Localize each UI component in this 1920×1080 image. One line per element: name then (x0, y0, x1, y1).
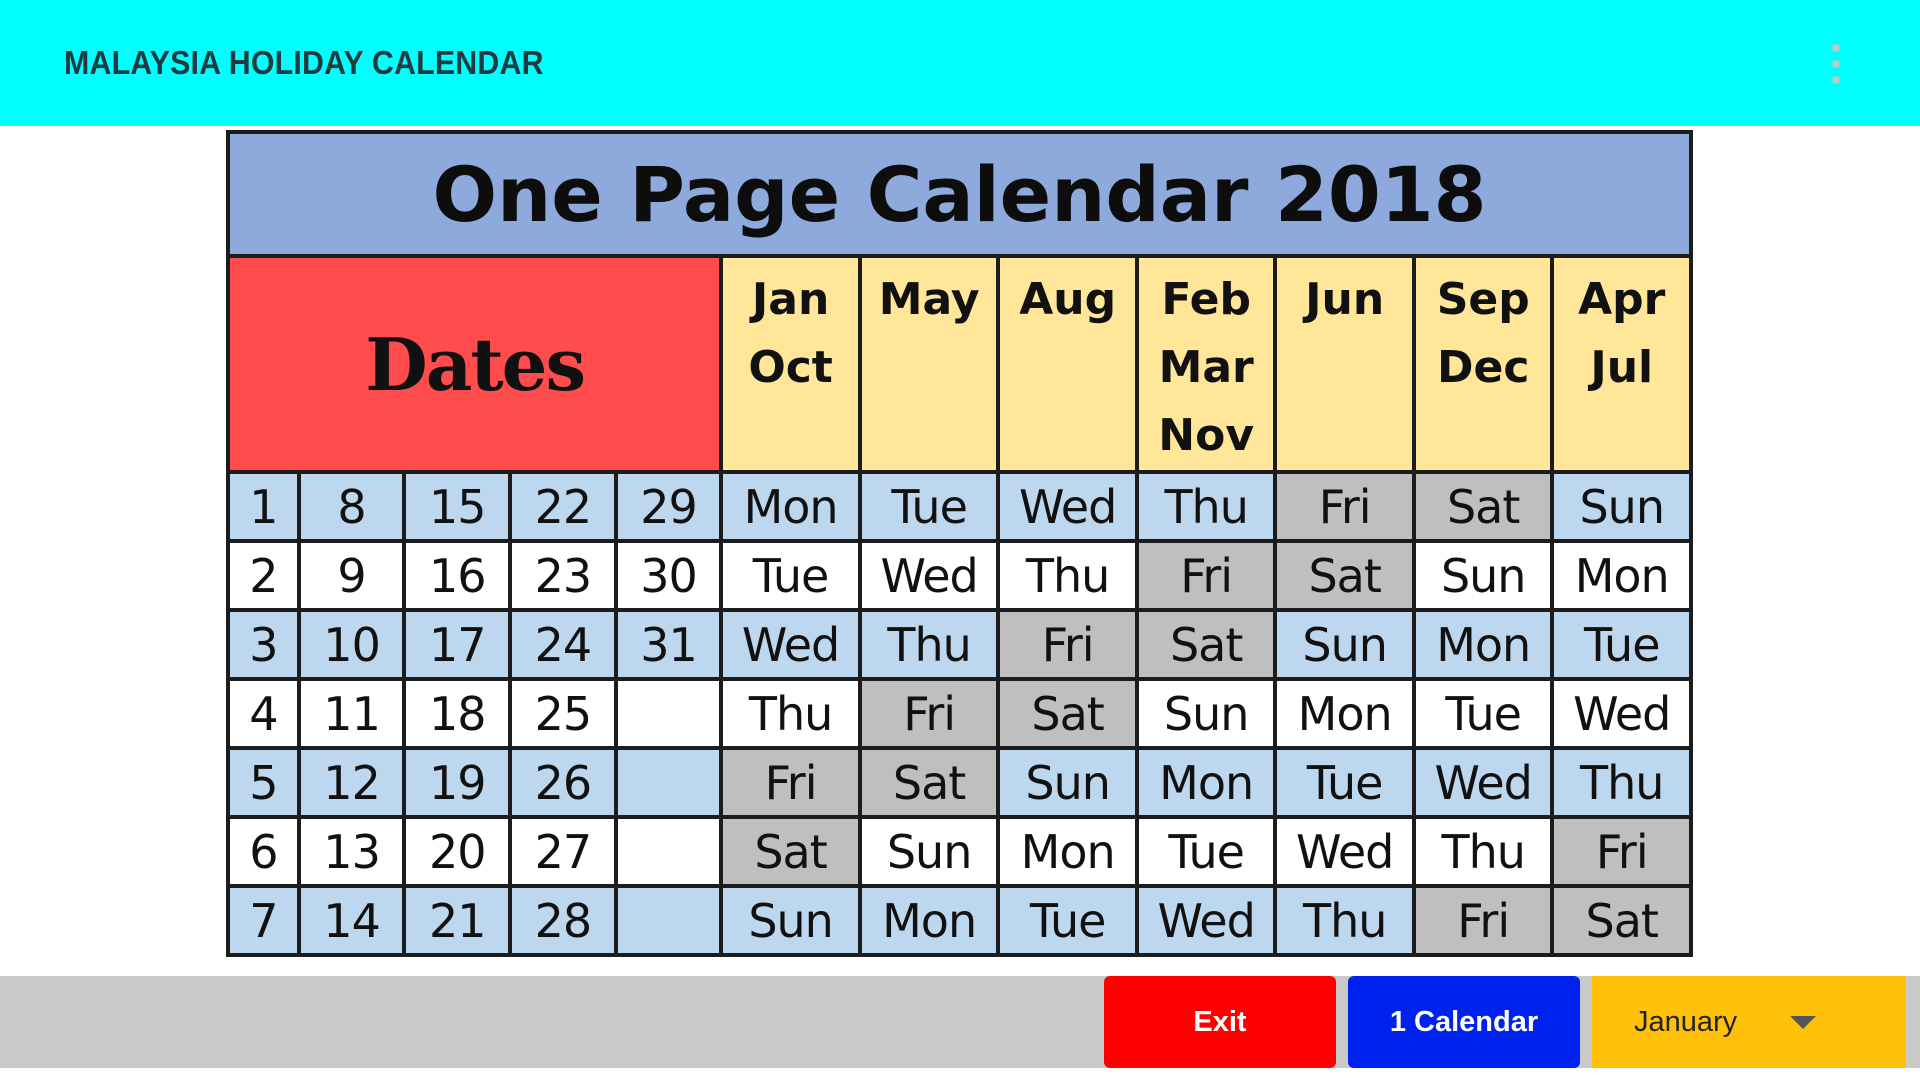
weekday-cell: Sat (1416, 474, 1551, 539)
date-cell: 4 (230, 681, 297, 746)
calendar-image (226, 130, 1693, 957)
date-cell: 22 (512, 474, 614, 539)
weekday-cell: Thu (1139, 474, 1274, 539)
weekday-cell: Wed (1139, 888, 1274, 953)
month-label: Mar (1158, 342, 1254, 394)
weekday-cell: Tue (1139, 819, 1274, 884)
weekday-cell: Mon (1416, 612, 1551, 677)
weekday-cell: Sun (862, 819, 997, 884)
month-header (1277, 258, 1412, 470)
date-cell: 18 (406, 681, 508, 746)
weekday-cell: Mon (1277, 681, 1412, 746)
weekday-cell: Tue (1554, 612, 1689, 677)
date-cell: 1 (230, 474, 297, 539)
weekday-cell: Wed (1000, 474, 1135, 539)
app-title: MALAYSIA HOLIDAY CALENDAR (64, 44, 544, 81)
date-cell: 29 (618, 474, 720, 539)
dates-header: Dates (230, 258, 719, 470)
weekday-cell: Sun (1277, 612, 1412, 677)
weekday-cell: Mon (1554, 543, 1689, 608)
weekday-cell: Thu (1554, 750, 1689, 815)
month-header (1000, 258, 1135, 470)
month-label: Jan (751, 274, 830, 326)
menu-dot (1832, 76, 1840, 84)
date-cell: 26 (512, 750, 614, 815)
weekday-cell: Sun (1554, 474, 1689, 539)
month-label: Aug (1019, 274, 1117, 326)
weekday-cell: Wed (1554, 681, 1689, 746)
weekday-cell: Mon (723, 474, 858, 539)
weekday-cell: Fri (862, 681, 997, 746)
weekday-cell: Tue (1000, 888, 1135, 953)
exit-button[interactable]: Exit (1104, 976, 1336, 1068)
date-cell: 30 (618, 543, 720, 608)
month-label: Dec (1436, 342, 1530, 394)
date-cell: 28 (512, 888, 614, 953)
weekday-cell: Sat (1139, 612, 1274, 677)
month-header (1139, 258, 1274, 470)
weekday-cell: Sun (1000, 750, 1135, 815)
menu-dot (1832, 60, 1840, 68)
empty-date-cell (618, 819, 720, 884)
date-cell: 15 (406, 474, 508, 539)
month-select[interactable] (1592, 976, 1906, 1068)
calendar-title: One Page Calendar 2018 (230, 134, 1689, 254)
date-cell: 3 (230, 612, 297, 677)
empty-date-cell (618, 681, 720, 746)
weekday-cell: Mon (1000, 819, 1135, 884)
date-cell: 6 (230, 819, 297, 884)
month-label: May (878, 274, 980, 326)
calendar-grid (230, 134, 1689, 953)
date-cell: 17 (406, 612, 508, 677)
month-label: Jun (1305, 274, 1385, 326)
weekday-cell: Fri (1139, 543, 1274, 608)
weekday-cell: Tue (723, 543, 858, 608)
date-cell: 12 (301, 750, 403, 815)
month-select-value: January (1634, 1005, 1738, 1038)
month-label: Sep (1436, 274, 1530, 326)
date-cell: 20 (406, 819, 508, 884)
month-label: Nov (1158, 410, 1255, 462)
date-cell: 21 (406, 888, 508, 953)
weekday-cell: Tue (862, 474, 997, 539)
weekday-cell: Tue (1416, 681, 1551, 746)
month-label: Jul (1590, 342, 1654, 394)
month-label: Apr (1578, 274, 1666, 326)
date-cell: 19 (406, 750, 508, 815)
date-cell: 2 (230, 543, 297, 608)
weekday-cell: Sat (1277, 543, 1412, 608)
date-cell: 5 (230, 750, 297, 815)
empty-date-cell (618, 750, 720, 815)
weekday-cell: Wed (1416, 750, 1551, 815)
date-cell: 7 (230, 888, 297, 953)
date-cell: 25 (512, 681, 614, 746)
date-cell: 10 (301, 612, 403, 677)
date-cell: 14 (301, 888, 403, 953)
weekday-cell: Thu (1277, 888, 1412, 953)
weekday-cell: Thu (862, 612, 997, 677)
empty-date-cell (618, 888, 720, 953)
date-cell: 23 (512, 543, 614, 608)
weekday-cell: Sat (1554, 888, 1689, 953)
month-label: Oct (748, 342, 833, 394)
weekday-cell: Sun (1416, 543, 1551, 608)
weekday-cell: Fri (1416, 888, 1551, 953)
one-calendar-button[interactable]: 1 Calendar (1348, 976, 1580, 1068)
more-vertical-icon[interactable] (1816, 40, 1856, 88)
weekday-cell: Wed (723, 612, 858, 677)
weekday-cell: Thu (1416, 819, 1551, 884)
weekday-cell: Thu (723, 681, 858, 746)
month-header (1554, 258, 1689, 470)
weekday-cell: Fri (1000, 612, 1135, 677)
weekday-cell: Wed (862, 543, 997, 608)
date-cell: 13 (301, 819, 403, 884)
weekday-cell: Mon (1139, 750, 1274, 815)
menu-dot (1832, 44, 1840, 52)
date-cell: 8 (301, 474, 403, 539)
month-header (862, 258, 997, 470)
weekday-cell: Mon (862, 888, 997, 953)
month-label: Feb (1161, 274, 1251, 326)
date-cell: 27 (512, 819, 614, 884)
weekday-cell: Sat (862, 750, 997, 815)
date-cell: 11 (301, 681, 403, 746)
weekday-cell: Sun (723, 888, 858, 953)
date-cell: 16 (406, 543, 508, 608)
weekday-cell: Sun (1139, 681, 1274, 746)
dropdown-arrow-icon (1790, 1016, 1816, 1029)
month-header (1416, 258, 1551, 470)
weekday-cell: Thu (1000, 543, 1135, 608)
weekday-cell: Sat (1000, 681, 1135, 746)
weekday-cell: Fri (723, 750, 858, 815)
date-cell: 31 (618, 612, 720, 677)
month-header (723, 258, 858, 470)
date-cell: 9 (301, 543, 403, 608)
weekday-cell: Tue (1277, 750, 1412, 815)
weekday-cell: Wed (1277, 819, 1412, 884)
date-cell: 24 (512, 612, 614, 677)
weekday-cell: Sat (723, 819, 858, 884)
weekday-cell: Fri (1277, 474, 1412, 539)
app-bar (0, 0, 1920, 126)
weekday-cell: Fri (1554, 819, 1689, 884)
